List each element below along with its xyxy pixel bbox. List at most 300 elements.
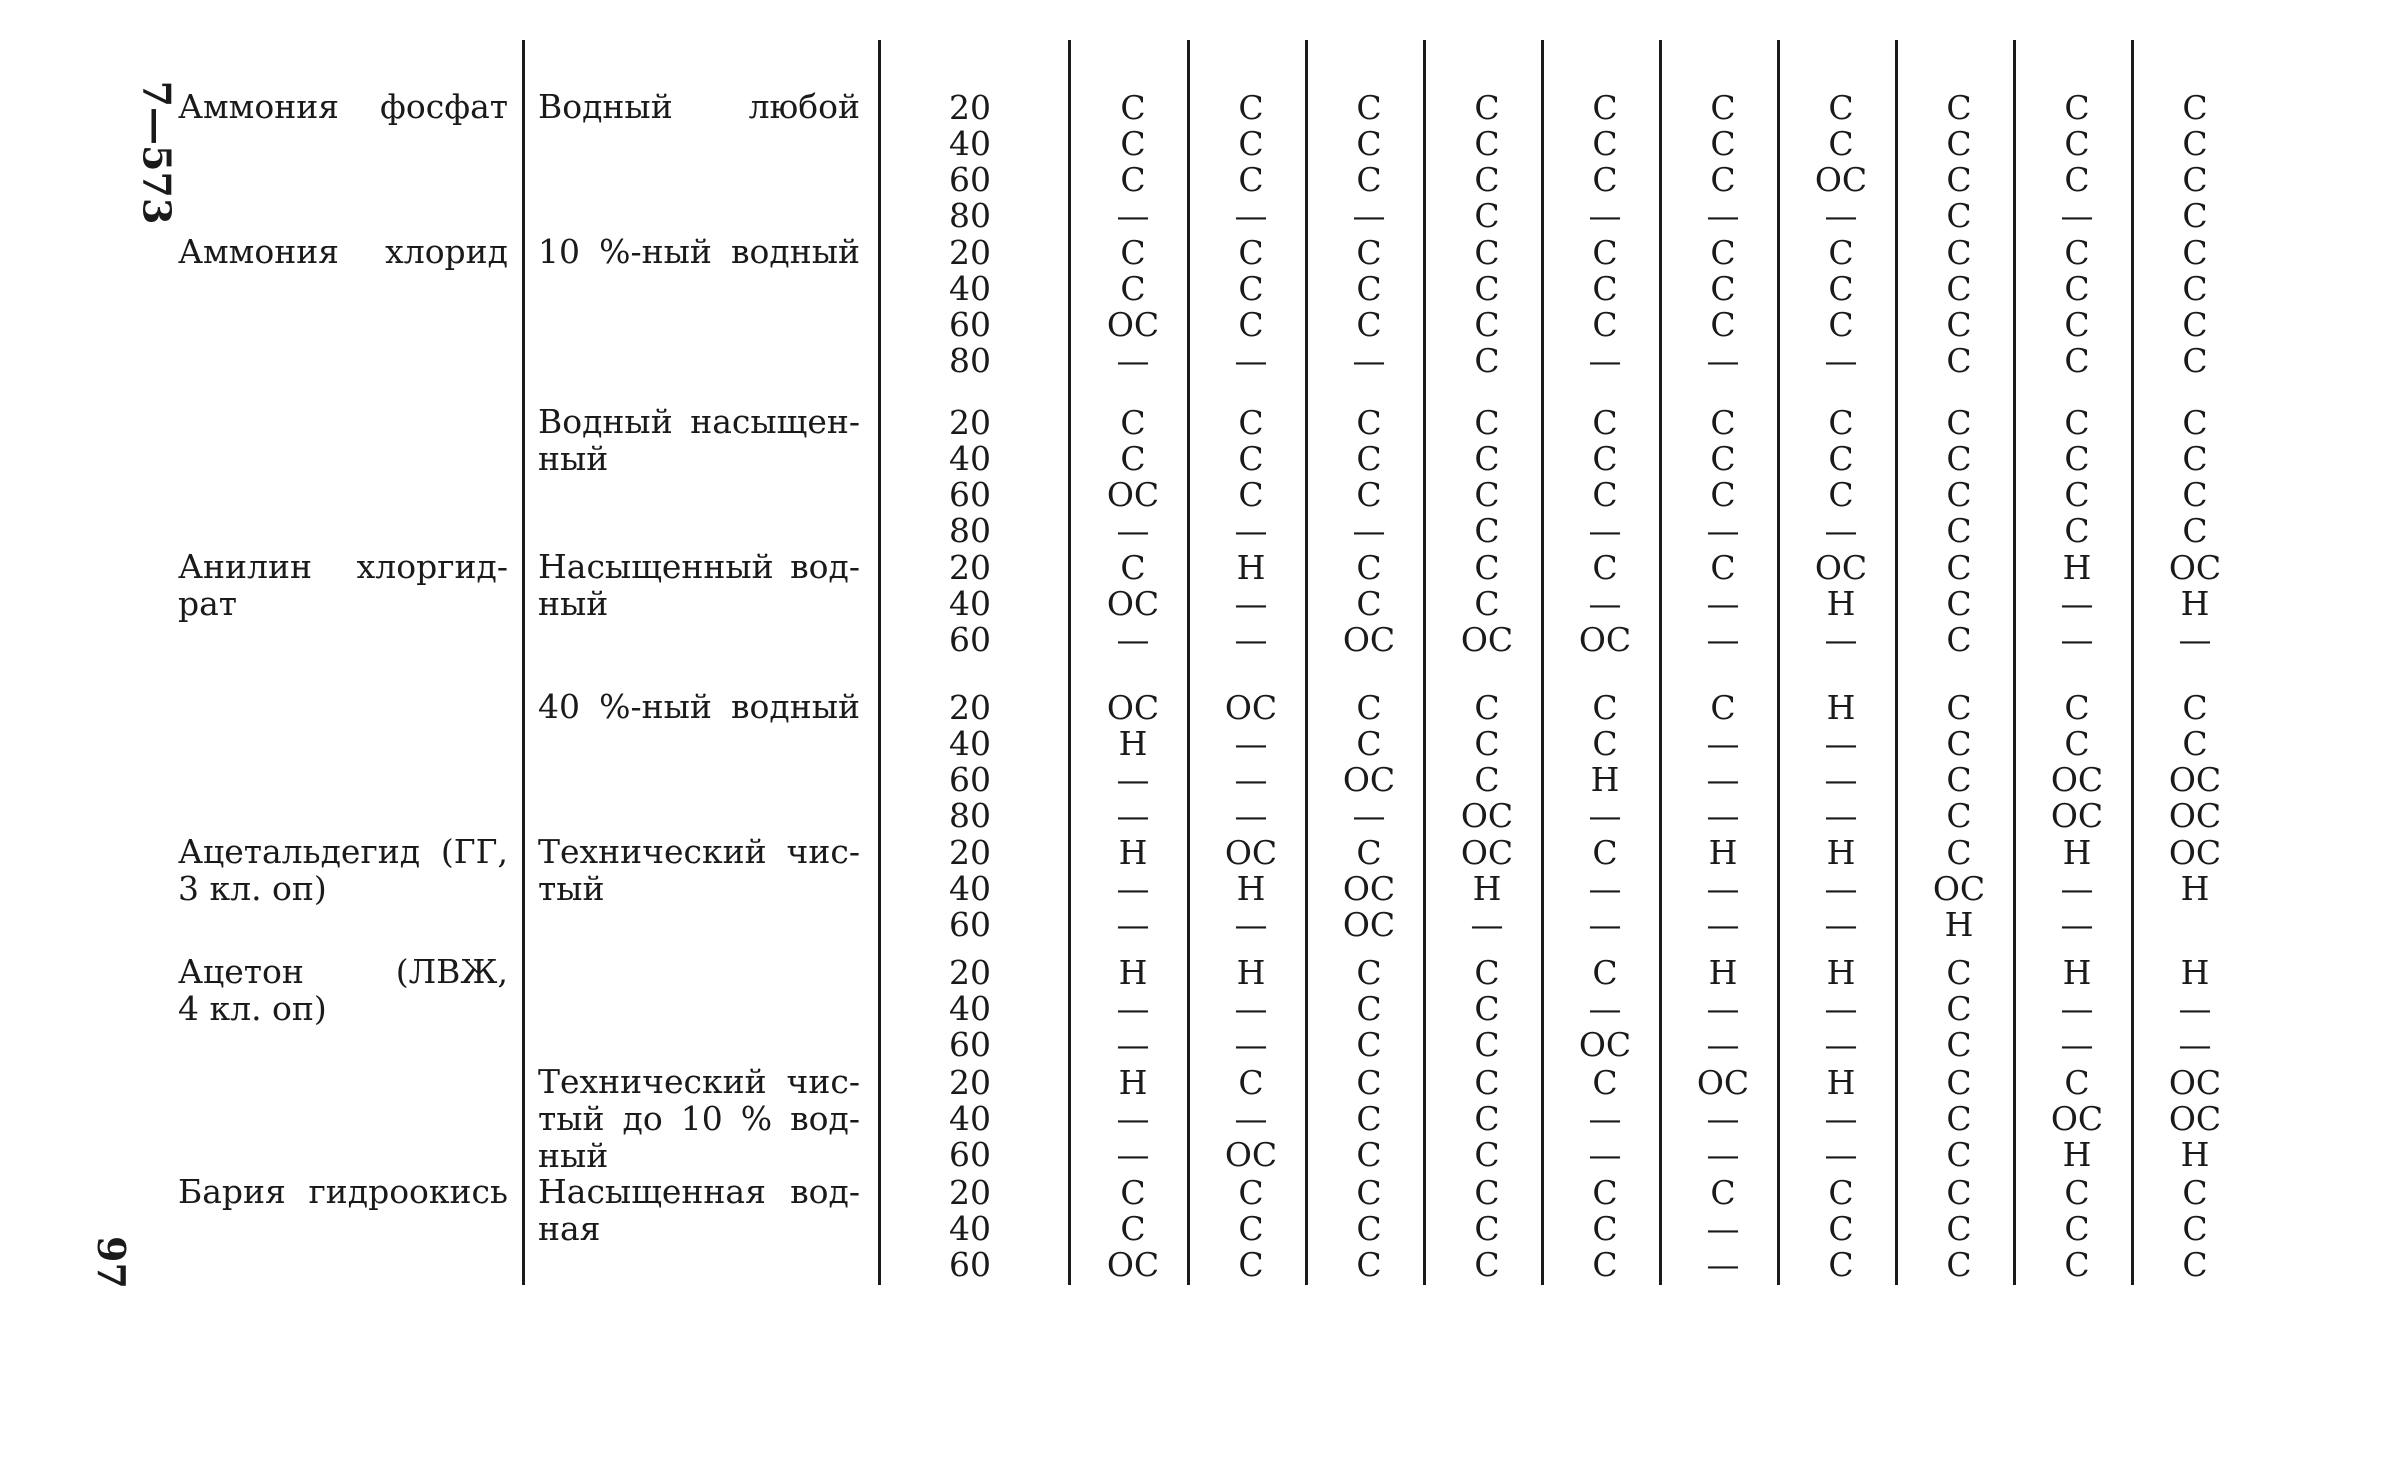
resistance-rating: С xyxy=(2064,124,2090,163)
resistance-rating: С xyxy=(1120,1209,1146,1248)
resistance-rating: Н xyxy=(1472,869,1502,908)
resistance-rating: С xyxy=(1356,724,1382,763)
resistance-rating: — xyxy=(1824,1025,1858,1064)
resistance-rating: ОС xyxy=(2168,1099,2222,1138)
resistance-rating: С xyxy=(1356,160,1382,199)
resistance-rating: С xyxy=(1828,1173,1854,1212)
resistance-rating: Н xyxy=(1826,953,1856,992)
resistance-rating: — xyxy=(1706,724,1740,763)
resistance-rating: С xyxy=(1710,233,1736,272)
resistance-rating: — xyxy=(1706,584,1740,623)
resistance-rating: С xyxy=(1474,548,1500,587)
temperature-value: 20 xyxy=(949,1173,991,1212)
resistance-rating: С xyxy=(1592,439,1618,478)
temperature-value: 20 xyxy=(949,548,991,587)
resistance-rating: ОС xyxy=(1578,1025,1632,1064)
resistance-rating: С xyxy=(1710,403,1736,442)
resistance-rating: С xyxy=(1474,1025,1500,1064)
medium-condition xyxy=(538,688,860,725)
resistance-rating: — xyxy=(1706,620,1740,659)
resistance-rating: — xyxy=(1588,796,1622,835)
resistance-rating: С xyxy=(2182,511,2208,550)
resistance-rating: С xyxy=(2182,1245,2208,1284)
resistance-rating: С xyxy=(1356,1099,1382,1138)
temperature-value: 80 xyxy=(949,796,991,835)
resistance-rating: Н xyxy=(1118,833,1148,872)
temperature-value: 60 xyxy=(949,160,991,199)
resistance-rating: — xyxy=(1588,989,1622,1028)
condition-line: 40 %-ный водный xyxy=(538,687,860,726)
resistance-rating: Н xyxy=(1118,724,1148,763)
condition-line: ный xyxy=(538,584,609,623)
resistance-rating: С xyxy=(1238,269,1264,308)
resistance-rating: — xyxy=(1116,620,1150,659)
resistance-rating: С xyxy=(1474,403,1500,442)
resistance-rating: С xyxy=(1592,160,1618,199)
resistance-rating: ОС xyxy=(1106,1245,1160,1284)
resistance-rating: ОС xyxy=(2168,796,2222,835)
resistance-rating: С xyxy=(2182,688,2208,727)
resistance-rating: Н xyxy=(2180,869,2210,908)
resistance-rating: — xyxy=(1352,796,1386,835)
resistance-rating: С xyxy=(1946,796,1972,835)
resistance-rating: С xyxy=(1592,88,1618,127)
resistance-rating: С xyxy=(2064,1245,2090,1284)
resistance-rating: С xyxy=(2182,124,2208,163)
temperature-value: 60 xyxy=(949,620,991,659)
resistance-rating: С xyxy=(1356,1245,1382,1284)
resistance-rating: С xyxy=(1238,1209,1264,1248)
resistance-rating: ОС xyxy=(1460,796,1514,835)
resistance-rating: — xyxy=(1588,196,1622,235)
medium-line: Ацетальдегид (ГГ, xyxy=(178,832,508,871)
resistance-rating: ОС xyxy=(1224,833,1278,872)
resistance-rating: С xyxy=(1592,124,1618,163)
resistance-rating: С xyxy=(2182,305,2208,344)
resistance-rating: — xyxy=(1234,905,1268,944)
resistance-rating: С xyxy=(1946,1209,1972,1248)
resistance-rating: С xyxy=(1710,88,1736,127)
temperature-value: 20 xyxy=(949,88,991,127)
column-rule xyxy=(878,40,881,1285)
resistance-rating: С xyxy=(1356,305,1382,344)
resistance-rating: Н xyxy=(1708,953,1738,992)
condition-line: ный xyxy=(538,439,609,478)
page-number: 97 xyxy=(88,1236,134,1289)
resistance-rating: С xyxy=(1592,1173,1618,1212)
resistance-rating: Н xyxy=(2180,953,2210,992)
resistance-rating: С xyxy=(1356,124,1382,163)
resistance-rating: Н xyxy=(1944,905,1974,944)
resistance-rating: С xyxy=(1120,403,1146,442)
medium-name xyxy=(178,1173,508,1210)
resistance-rating: С xyxy=(2182,269,2208,308)
resistance-rating: — xyxy=(1824,905,1858,944)
resistance-rating: С xyxy=(1474,953,1500,992)
resistance-rating: — xyxy=(1234,724,1268,763)
resistance-rating: С xyxy=(1946,1173,1972,1212)
medium-line: Анилин хлоргид- xyxy=(178,547,508,586)
resistance-rating: С xyxy=(1356,548,1382,587)
resistance-rating: С xyxy=(1828,233,1854,272)
resistance-rating: С xyxy=(1356,475,1382,514)
temperature-value: 20 xyxy=(949,403,991,442)
resistance-rating: — xyxy=(1116,1025,1150,1064)
resistance-rating: — xyxy=(1824,989,1858,1028)
column-rule xyxy=(522,40,525,1285)
resistance-rating: С xyxy=(1946,1135,1972,1174)
resistance-rating: ОС xyxy=(1106,475,1160,514)
resistance-rating: С xyxy=(1710,305,1736,344)
condition-line: ная xyxy=(538,1209,601,1248)
resistance-rating: С xyxy=(1120,1173,1146,1212)
resistance-rating: С xyxy=(1592,833,1618,872)
resistance-rating: С xyxy=(1592,1209,1618,1248)
temperature-value: 60 xyxy=(949,760,991,799)
resistance-rating: С xyxy=(1474,724,1500,763)
resistance-rating: — xyxy=(1116,869,1150,908)
condition-line: ный xyxy=(538,1136,609,1175)
resistance-rating: С xyxy=(1356,403,1382,442)
resistance-rating: — xyxy=(1824,724,1858,763)
resistance-rating: — xyxy=(1116,196,1150,235)
resistance-rating: С xyxy=(1238,1245,1264,1284)
resistance-rating: С xyxy=(1592,1063,1618,1102)
resistance-rating: — xyxy=(1588,511,1622,550)
resistance-rating: С xyxy=(1946,724,1972,763)
resistance-rating: С xyxy=(1120,88,1146,127)
resistance-rating: С xyxy=(1710,124,1736,163)
resistance-rating: С xyxy=(1356,833,1382,872)
resistance-rating: — xyxy=(1234,196,1268,235)
medium-condition xyxy=(538,1173,860,1247)
resistance-rating: — xyxy=(2060,620,2094,659)
resistance-rating: С xyxy=(2064,1209,2090,1248)
resistance-rating: С xyxy=(1238,1173,1264,1212)
medium-name xyxy=(178,548,508,622)
resistance-rating: ОС xyxy=(1578,620,1632,659)
resistance-rating: С xyxy=(1592,403,1618,442)
resistance-rating: С xyxy=(1356,989,1382,1028)
resistance-rating: — xyxy=(1706,905,1740,944)
resistance-rating: — xyxy=(1824,869,1858,908)
resistance-rating: — xyxy=(1116,760,1150,799)
signature-mark: 7—573 xyxy=(134,80,180,225)
resistance-rating: С xyxy=(2064,160,2090,199)
resistance-rating: — xyxy=(1588,1135,1622,1174)
resistance-rating: — xyxy=(1116,796,1150,835)
resistance-rating: С xyxy=(1474,1245,1500,1284)
resistance-rating: С xyxy=(2064,88,2090,127)
temperature-value: 40 xyxy=(949,989,991,1028)
resistance-rating: — xyxy=(2060,584,2094,623)
column-rule xyxy=(1068,40,1071,1285)
resistance-rating: С xyxy=(1238,88,1264,127)
condition-line: Технический чис- xyxy=(538,1062,860,1101)
resistance-rating: С xyxy=(1946,688,1972,727)
resistance-rating: С xyxy=(1356,1063,1382,1102)
resistance-rating: — xyxy=(1824,760,1858,799)
resistance-rating: Н xyxy=(1826,1063,1856,1102)
resistance-rating: С xyxy=(1238,403,1264,442)
resistance-rating: С xyxy=(1828,439,1854,478)
resistance-rating: С xyxy=(1474,305,1500,344)
resistance-rating: — xyxy=(1706,1025,1740,1064)
resistance-rating: С xyxy=(1356,1209,1382,1248)
resistance-rating: ОС xyxy=(2050,1099,2104,1138)
resistance-rating: С xyxy=(1946,341,1972,380)
resistance-rating: — xyxy=(2060,196,2094,235)
resistance-rating: — xyxy=(2060,989,2094,1028)
resistance-rating: — xyxy=(2060,869,2094,908)
resistance-rating: С xyxy=(1828,305,1854,344)
medium-condition xyxy=(538,233,860,270)
resistance-rating: — xyxy=(1234,796,1268,835)
temperature-value: 40 xyxy=(949,1099,991,1138)
resistance-rating: С xyxy=(1946,1063,1972,1102)
resistance-rating: Н xyxy=(1826,688,1856,727)
medium-name xyxy=(178,833,508,907)
resistance-rating: С xyxy=(2182,724,2208,763)
resistance-rating: С xyxy=(1120,160,1146,199)
resistance-rating: С xyxy=(1946,548,1972,587)
resistance-rating: С xyxy=(1710,439,1736,478)
resistance-rating: Н xyxy=(1708,833,1738,872)
resistance-rating: Н xyxy=(2180,1135,2210,1174)
medium-name xyxy=(178,233,508,270)
resistance-rating: С xyxy=(1238,233,1264,272)
resistance-rating: С xyxy=(1356,88,1382,127)
resistance-rating: Н xyxy=(1118,953,1148,992)
resistance-rating: — xyxy=(1706,796,1740,835)
resistance-rating: С xyxy=(1120,124,1146,163)
resistance-rating: ОС xyxy=(1342,620,1396,659)
temperature-value: 60 xyxy=(949,1025,991,1064)
resistance-rating: С xyxy=(1828,124,1854,163)
resistance-rating: — xyxy=(1588,1099,1622,1138)
resistance-rating: — xyxy=(1116,989,1150,1028)
resistance-rating: С xyxy=(1946,160,1972,199)
temperature-value: 40 xyxy=(949,269,991,308)
condition-line: Технический чис- xyxy=(538,832,860,871)
resistance-rating: С xyxy=(1356,1135,1382,1174)
resistance-rating: С xyxy=(1710,475,1736,514)
resistance-rating: С xyxy=(1946,760,1972,799)
temperature-value: 60 xyxy=(949,905,991,944)
temperature-value: 20 xyxy=(949,233,991,272)
resistance-rating: С xyxy=(1238,124,1264,163)
resistance-rating: — xyxy=(1234,584,1268,623)
resistance-rating: С xyxy=(2064,403,2090,442)
resistance-rating: С xyxy=(1946,1025,1972,1064)
resistance-rating: С xyxy=(1356,584,1382,623)
medium-condition xyxy=(538,833,860,907)
resistance-rating: Н xyxy=(2062,1135,2092,1174)
resistance-rating: С xyxy=(1356,439,1382,478)
resistance-rating: Н xyxy=(1826,833,1856,872)
resistance-rating: С xyxy=(1474,1209,1500,1248)
resistance-rating: С xyxy=(2064,305,2090,344)
medium-name xyxy=(178,953,508,1027)
resistance-rating: С xyxy=(1946,584,1972,623)
resistance-rating: — xyxy=(1824,196,1858,235)
resistance-rating: С xyxy=(1474,1135,1500,1174)
resistance-rating: С xyxy=(1474,760,1500,799)
resistance-rating: ОС xyxy=(2168,833,2222,872)
temperature-value: 20 xyxy=(949,833,991,872)
resistance-rating: С xyxy=(1474,269,1500,308)
temperature-value: 40 xyxy=(949,724,991,763)
resistance-rating: ОС xyxy=(1814,548,1868,587)
resistance-rating: — xyxy=(1706,1209,1740,1248)
condition-line: Водный любой xyxy=(538,87,860,126)
resistance-rating: Н xyxy=(1236,953,1266,992)
condition-line: Насыщенная вод- xyxy=(538,1172,860,1211)
resistance-rating: — xyxy=(1706,1135,1740,1174)
resistance-rating: С xyxy=(1710,688,1736,727)
resistance-rating: С xyxy=(1356,233,1382,272)
resistance-rating: — xyxy=(1234,620,1268,659)
resistance-rating: ОС xyxy=(1460,833,1514,872)
resistance-rating: ОС xyxy=(2168,1063,2222,1102)
resistance-rating: С xyxy=(1710,269,1736,308)
medium-condition xyxy=(538,548,860,622)
resistance-rating: С xyxy=(1592,548,1618,587)
resistance-rating: — xyxy=(2178,989,2212,1028)
resistance-rating: — xyxy=(1234,1025,1268,1064)
medium-line: рат xyxy=(178,584,238,623)
resistance-rating: С xyxy=(1710,548,1736,587)
resistance-rating: С xyxy=(2182,341,2208,380)
resistance-rating: С xyxy=(1828,403,1854,442)
resistance-rating: С xyxy=(1592,269,1618,308)
resistance-rating: Н xyxy=(1236,548,1266,587)
temperature-value: 40 xyxy=(949,1209,991,1248)
resistance-rating: ОС xyxy=(1106,688,1160,727)
resistance-rating: С xyxy=(1474,1173,1500,1212)
resistance-rating: С xyxy=(1710,160,1736,199)
resistance-rating: С xyxy=(1946,511,1972,550)
medium-line: Ацетон (ЛВЖ, xyxy=(178,952,508,991)
resistance-rating: — xyxy=(1824,1099,1858,1138)
resistance-rating: С xyxy=(1946,233,1972,272)
resistance-rating: — xyxy=(1824,341,1858,380)
resistance-rating: С xyxy=(2064,439,2090,478)
resistance-rating: С xyxy=(1946,124,1972,163)
resistance-rating: — xyxy=(1824,511,1858,550)
resistance-rating: — xyxy=(1234,989,1268,1028)
resistance-rating: ОС xyxy=(2050,760,2104,799)
resistance-rating: С xyxy=(2182,403,2208,442)
medium-line: Аммония фосфат xyxy=(178,87,508,126)
resistance-rating: — xyxy=(1352,511,1386,550)
resistance-rating: ОС xyxy=(1932,869,1986,908)
resistance-rating: С xyxy=(1474,1099,1500,1138)
resistance-rating: С xyxy=(2182,1209,2208,1248)
resistance-rating: Н xyxy=(1826,584,1856,623)
resistance-rating: — xyxy=(1706,196,1740,235)
resistance-rating: Н xyxy=(2062,953,2092,992)
resistance-rating: С xyxy=(1474,233,1500,272)
resistance-rating: — xyxy=(1706,341,1740,380)
resistance-rating: С xyxy=(1238,305,1264,344)
condition-line: Насыщенный вод- xyxy=(538,547,860,586)
resistance-rating: С xyxy=(1474,511,1500,550)
resistance-rating: С xyxy=(1120,439,1146,478)
resistance-rating: С xyxy=(1474,160,1500,199)
resistance-rating: — xyxy=(1234,1099,1268,1138)
resistance-rating: С xyxy=(1238,160,1264,199)
temperature-value: 60 xyxy=(949,305,991,344)
resistance-rating: С xyxy=(1946,475,1972,514)
resistance-rating: — xyxy=(1352,196,1386,235)
resistance-rating: С xyxy=(2182,196,2208,235)
resistance-rating: Н xyxy=(2062,833,2092,872)
temperature-value: 60 xyxy=(949,1245,991,1284)
resistance-rating: С xyxy=(1710,1173,1736,1212)
resistance-rating: С xyxy=(1474,475,1500,514)
resistance-rating: С xyxy=(1356,269,1382,308)
resistance-rating: Н xyxy=(1118,1063,1148,1102)
resistance-rating: С xyxy=(2064,341,2090,380)
temperature-value: 40 xyxy=(949,439,991,478)
temperature-value: 20 xyxy=(949,688,991,727)
resistance-rating: С xyxy=(2064,688,2090,727)
resistance-rating: ОС xyxy=(1696,1063,1750,1102)
resistance-rating: С xyxy=(1946,305,1972,344)
resistance-rating: — xyxy=(1588,584,1622,623)
resistance-rating: — xyxy=(1824,620,1858,659)
resistance-rating: С xyxy=(1946,439,1972,478)
resistance-rating: С xyxy=(2064,724,2090,763)
resistance-rating: С xyxy=(1238,475,1264,514)
resistance-rating: С xyxy=(1474,196,1500,235)
resistance-rating: С xyxy=(2064,475,2090,514)
resistance-rating: С xyxy=(1592,688,1618,727)
temperature-value: 40 xyxy=(949,124,991,163)
resistance-rating: С xyxy=(2182,88,2208,127)
resistance-rating: С xyxy=(1592,953,1618,992)
resistance-rating: — xyxy=(1588,341,1622,380)
resistance-rating: С xyxy=(1474,124,1500,163)
resistance-rating: — xyxy=(1116,905,1150,944)
resistance-rating: С xyxy=(1946,403,1972,442)
resistance-rating: ОС xyxy=(1342,869,1396,908)
resistance-rating: — xyxy=(1588,905,1622,944)
medium-line: Бария гидроокись xyxy=(178,1172,508,1211)
resistance-rating: ОС xyxy=(2168,760,2222,799)
resistance-rating: — xyxy=(1824,796,1858,835)
resistance-rating: С xyxy=(1828,88,1854,127)
resistance-rating: С xyxy=(1474,1063,1500,1102)
resistance-rating: ОС xyxy=(1814,160,1868,199)
resistance-rating: С xyxy=(1946,1099,1972,1138)
resistance-rating: Н xyxy=(1590,760,1620,799)
condition-line: 10 %-ный водный xyxy=(538,232,860,271)
resistance-rating: — xyxy=(1706,760,1740,799)
resistance-rating: С xyxy=(1120,269,1146,308)
resistance-rating: — xyxy=(1824,1135,1858,1174)
resistance-rating: С xyxy=(1474,584,1500,623)
resistance-rating: С xyxy=(1120,548,1146,587)
resistance-rating: С xyxy=(1356,1173,1382,1212)
resistance-rating: С xyxy=(2182,439,2208,478)
temperature-value: 80 xyxy=(949,511,991,550)
resistance-rating: С xyxy=(1828,269,1854,308)
resistance-rating: С xyxy=(1592,724,1618,763)
resistance-rating: С xyxy=(2064,269,2090,308)
resistance-rating: С xyxy=(2182,233,2208,272)
